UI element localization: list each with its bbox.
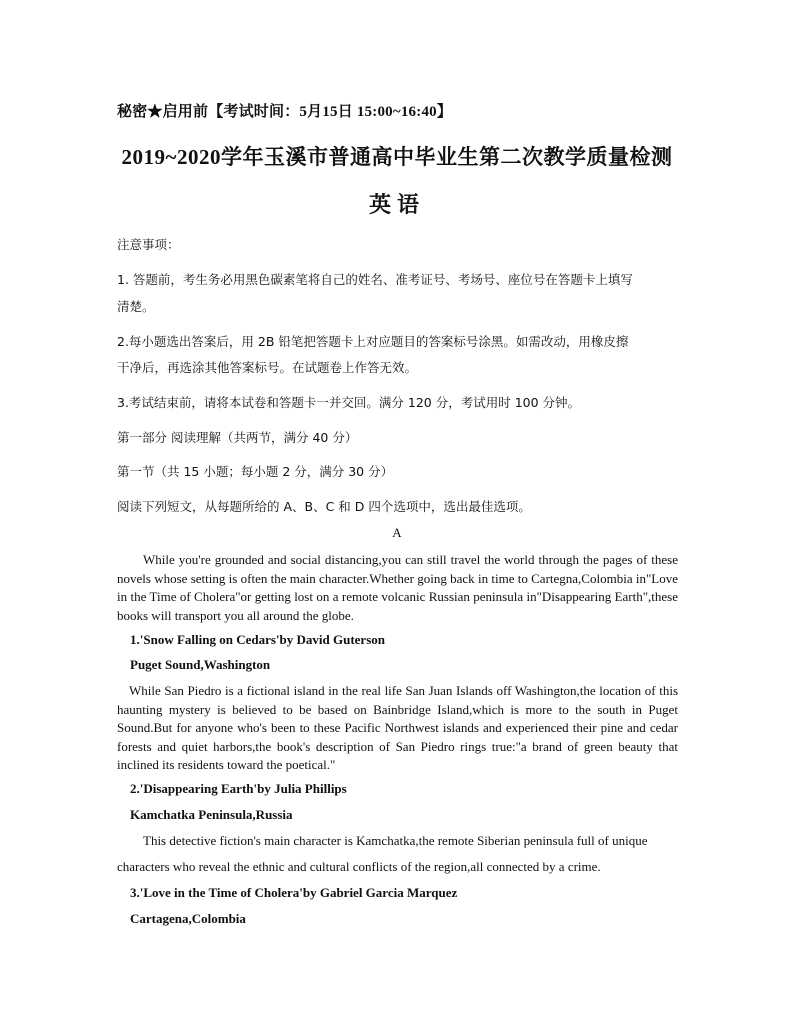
subject-title: 英语 [368,192,425,217]
instruction-3: 3.考试结束前，请将本试卷和答题卡一并交回。满分 120 分，考试用时 100 分钟。 [117,395,581,410]
reading-directions: 阅读下列短文，从每题所给的 A、B、C 和 D 四个选项中，选出最佳选项。 [117,499,531,514]
book-2-text-line-2: characters who reveal the ethnic and cultural conflicts of the region,all connected by a crime. [117,859,601,874]
passage-intro-paragraph [117,551,678,625]
book-1-text: While San Piedro is a fictional island in the real life San Juan Islands off Washington,the location of this haunting mystery is believed to be based on Bainbridge Island,which is more to the south in Puget Sound.But for anyone who's been to these Pacific Northwest islands and experienced their pine and cedar forests and quiet harbors,the book's description of San Piedro rings true:"a brand of green beauty that inclined its residents toward the poetical." [117,683,678,772]
book-2-place: Kamchatka Peninsula,Russia [130,807,293,822]
instruction-2-line-2: 干净后，再选涂其他答案标号。在试题卷上作答无效。 [117,360,418,375]
book-1-place: Puget Sound,Washington [130,657,271,672]
instructions-label: 注意事项： [117,237,180,252]
section-one-heading: 第一节（共 15 小题；每小题 2 分，满分 30 分） [117,464,394,479]
book-1-title: 1.'Snow Falling on Cedars'by David Guterson [130,632,385,647]
instruction-1-line-2: 清楚。 [117,299,155,314]
book-2-title: 2.'Disappearing Earth'by Julia Phillips [130,781,347,796]
passage-intro-text: While you're grounded and social distancing,you can still travel the world through the pages of these novels whose setting is often the main character.Whether going back in time to Cartegna,Colombia in"Love in the Time of Cholera"or getting lost on a remote volcanic Russian peninsula in"Disappearing Earth",these books will transport you all around the globe. [117,552,678,623]
instruction-1-line-1: 1. 答题前，考生务必用黑色碳素笔将自己的姓名、准考证号、考场号、座位号在答题卡上填写 [117,272,633,287]
exam-title: 2019~2020学年玉溪市普通高中毕业生第二次教学质量检测 [121,145,673,169]
book-2-text-line-1: This detective fiction's main character is Kamchatka,the remote Siberian peninsula full of unique [143,833,648,848]
passage-letter: A [392,525,402,540]
part-one-heading: 第一部分 阅读理解（共两节，满分 40 分） [117,430,358,445]
book-3-title: 3.'Love in the Time of Cholera'by Gabriel Garcia Marquez [130,885,458,900]
book-3-place: Cartagena,Colombia [130,911,246,926]
instruction-2-line-1: 2.每小题选出答案后，用 2B 铅笔把答题卡上对应题目的答案标号涂黑。如需改动，用橡皮擦 [117,334,629,349]
book-1-paragraph [117,682,678,775]
confidential-exam-time-line: 秘密★启用前【考试时间：5月15日 15:00~16:40】 [117,104,453,120]
